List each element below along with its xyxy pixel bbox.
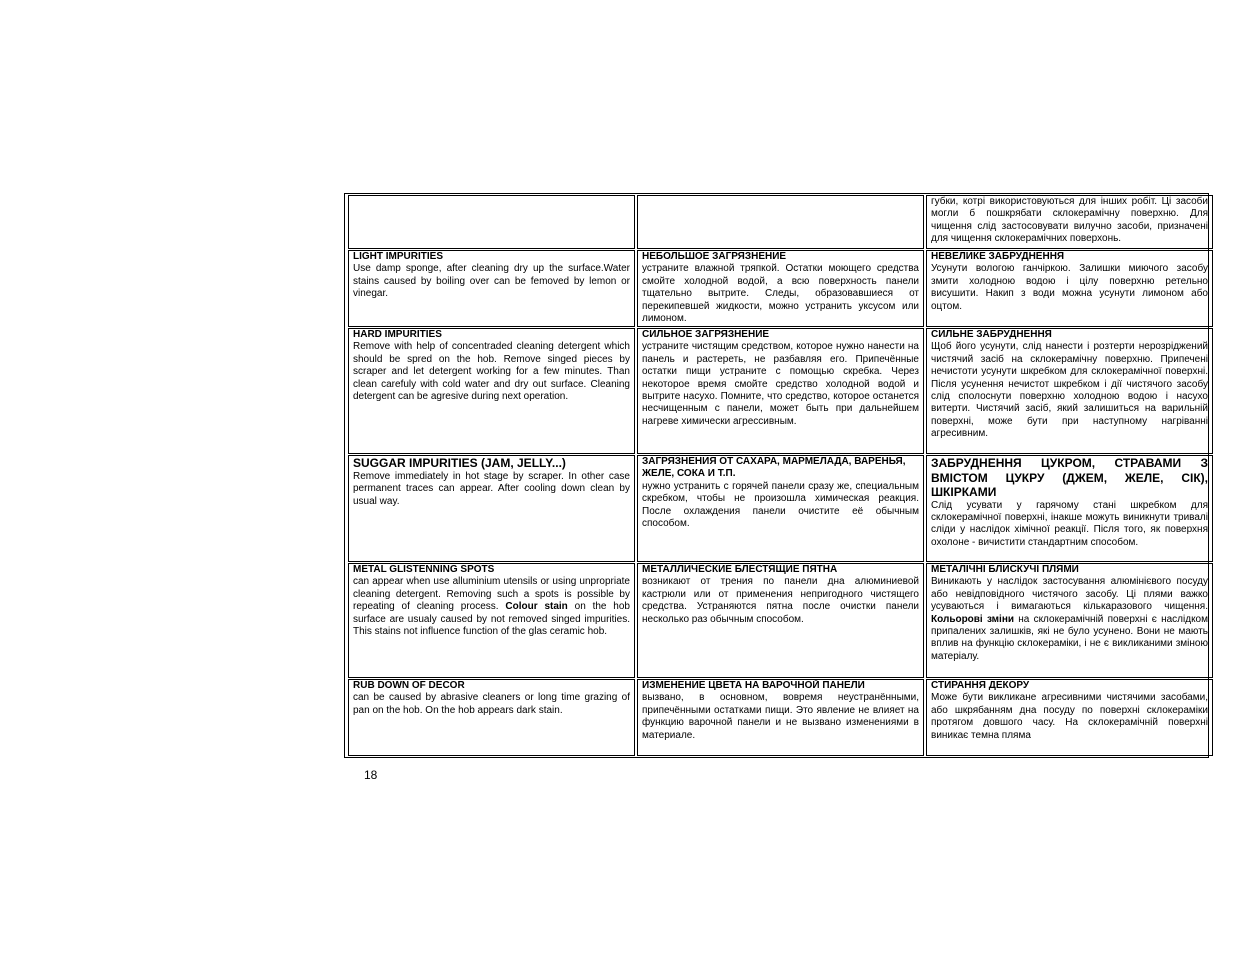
uk-heading: НЕВЕЛИКЕ ЗАБРУДНЕННЯ <box>931 251 1065 262</box>
uk-text-bold: Кольорові зміни <box>931 613 1015 625</box>
en-heading: METAL GLISTENNING SPOTS <box>353 564 495 575</box>
en-cell <box>348 250 635 327</box>
uk-heading: ЗАБРУДНЕННЯ ЦУКРОМ, СТРАВАМИ З ВМІСТОМ ЦУКРУ (ДЖЕМ, ЖЕЛЕ, СІК), ШКІРКАМИ <box>931 456 1208 499</box>
en-heading: HARD IMPURITIES <box>353 329 442 340</box>
uk-text <box>931 576 1208 663</box>
ru-cell <box>637 195 924 249</box>
en-heading: LIGHT IMPURITIES <box>353 251 443 262</box>
table-row <box>348 679 1213 756</box>
en-text: Use damp sponge, after cleaning dry up the surface.Water stains caused by boiling over can be femoved by lemon or vinegar. <box>353 263 630 300</box>
en-text-part: can appear when use alluminium utensils or using unpropriate cleaning detergent. Removing such a spots is possible by repeating of cleaning process. <box>353 576 630 613</box>
ru-text: устраните влажной тряпкой. Остатки моющего средства смойте холодной водой, а всю поверхность панели тщательно вытрите. Следы, образовавшиеся от перекипевшей жидкости, можно устранить уксусом или лимоном. <box>642 263 919 325</box>
uk-heading: СИЛЬНЕ ЗАБРУДНЕННЯ <box>931 329 1052 340</box>
en-text: can be caused by abrasive cleaners or long time grazing of pan on the hob. On the hob appears dark stain. <box>353 692 630 716</box>
uk-cell <box>926 195 1213 249</box>
ru-text: возникают от трения по панели дна алюминиевой кастрюли или от применения непригодного чистящего средства. Устраняются пятна после очистки панели несколько раз обычным способом. <box>642 576 919 625</box>
table-row <box>348 455 1213 562</box>
en-cell <box>348 679 635 756</box>
ru-cell <box>637 455 924 562</box>
en-text: Remove with help of concentraded cleaning detergent which should be spred on the hob. Remove singed pieces by scraper and let detergent working for a few minutes. Than clean carefuly with cold water and dry out surface. Cleaning detergent can be agresive during next operation. <box>353 341 630 403</box>
uk-text: Щоб його усунути, слід нанести і розтерти нерозріджений чистячий засіб на склокерамічну поверхню. Припечені нечистоти усунути шкребком для склокерамічної поверхні. Після усунення нечистот шкребком і дії чистячого засобу слід сполоснути поверхню холодною водою і насухо витерти. Чистячий засіб, який залишиться на варильній поверхні, може бути при наступному нагріванні агресивним. <box>931 341 1208 440</box>
table-row <box>348 195 1213 249</box>
table-row <box>348 328 1213 454</box>
ru-cell <box>637 563 924 678</box>
uk-text: Усунути вологою ганчіркою. Залишки миючого засобу змити холодною водою і цілу поверхню ретельно висушити. Накип з води можна усунути лимоном або оцтом. <box>931 263 1208 312</box>
page-number: 18 <box>364 768 378 782</box>
en-cell <box>348 563 635 678</box>
en-cell <box>348 455 635 562</box>
en-heading: RUB DOWN OF DECOR <box>353 680 465 691</box>
cleaning-guide-table <box>346 194 1215 757</box>
ru-heading: МЕТАЛЛИЧЕСКИЕ БЛЕСТЯЩИЕ ПЯТНА <box>642 564 838 575</box>
uk-heading: МЕТАЛІЧНІ БЛИСКУЧІ ПЛЯМИ <box>931 564 1079 575</box>
uk-cell <box>926 328 1213 454</box>
uk-cell <box>926 250 1213 327</box>
uk-heading: СТИРАННЯ ДЕКОРУ <box>931 680 1030 691</box>
uk-text: Може бути викликане агресивними чистячими засобами, або шкрябанням дна посуду по поверхні склокераміки протягом довшого часу. На склокерамічній поверхні виникає темна пляма <box>931 692 1208 741</box>
uk-text-part: Виникають у наслідок застосування алюмінієвого посуду або невідповідного чистячого засобу. Ці плями важко усуваються і вимагаються кількаразового чищення. <box>931 576 1208 613</box>
ru-text: устраните чистящим средством, которое нужно нанести на панель и растереть, не разбавляя его. Припечённые остатки пищи устраните с помощью скребка. Через некоторое время смойте средство холодной водой и вытрите насухо. Помните, что средство, которое останется несчищенным с панели, может быть при дальнейшем нагреве химически агрессивным. <box>642 341 919 427</box>
ru-heading: ЗАГРЯЗНЕНИЯ ОТ САХАРА, МАРМЕЛАДА, ВАРЕНЬЯ, ЖЕЛЕ, СОКА И Т.П. <box>642 456 906 480</box>
ru-text: нужно устранить с горячей панели сразу же, специальным скребком, чтобы не произошла химическая реакция. После охлаждения панели очистите её обычным способом. <box>642 480 919 530</box>
uk-cell <box>926 679 1213 756</box>
ru-text: вызвано, в основном, вовремя неустранёнными, припечёнными остатками пищи. Это явление не влияет на функцию варочной панели и не вызвано изменениями в материале. <box>642 692 919 741</box>
en-text-bold: Colour stain <box>505 601 568 613</box>
en-cell <box>348 195 635 249</box>
en-heading: SUGGAR IMPURITIES (JAM, JELLY...) <box>353 456 566 470</box>
en-text-part: on the hob surface are usualy caused by not removed singed impurities. This stains not influence function of the glas ceramic hob. <box>353 601 630 638</box>
table-row <box>348 563 1213 678</box>
ru-cell <box>637 679 924 756</box>
uk-cell <box>926 563 1213 678</box>
ru-cell <box>637 328 924 454</box>
table-row <box>348 250 1213 327</box>
ru-heading: СИЛЬНОЕ ЗАГРЯЗНЕНИЕ <box>642 329 770 340</box>
en-text: Remove immediately in hot stage by scraper. In other case permanent traces can appear. After cooling down clean by usual way. <box>353 471 630 507</box>
cleaning-guide-table-frame <box>344 193 1209 758</box>
uk-text-part: на склокерамічній поверхні є наслідком припалених залишків, які не було усунено. Вони не мають вплив на функцію склокераміки, і не є викликаними зміною матеріалу. <box>931 613 1208 662</box>
ru-heading: ИЗМЕНЕНИЕ ЦВЕТА НА ВАРОЧНОЙ ПАНЕЛИ <box>642 680 865 691</box>
ru-heading: НЕБОЛЬШОЕ ЗАГРЯЗНЕНИЕ <box>642 251 787 262</box>
ru-cell <box>637 250 924 327</box>
uk-cell <box>926 455 1213 562</box>
en-cell <box>348 328 635 454</box>
uk-text: Слід усувати у гарячому стані шкребком для склокерамічної поверхні, інакше можуть виникнути тривалі сліди у наслідок хімічної реакції. Після того, як поверхня охолоне - вичистити стандартним способом. <box>931 499 1208 548</box>
uk-text: губки, котрі використовуються для інших робіт. Ці засоби могли б пошкрябати склокерамічну поверхню. Для чищення слід застосовувати вилучно засоби, призначені для чищення склокерамічних поверхонь. <box>931 196 1208 245</box>
en-text <box>353 576 630 638</box>
